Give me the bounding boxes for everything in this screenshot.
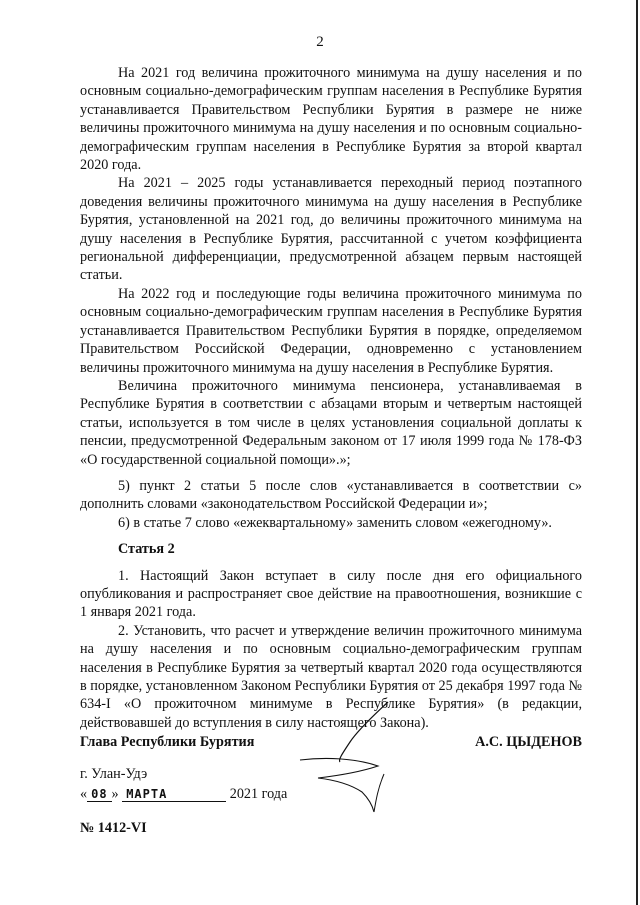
signing-date <box>80 786 287 803</box>
article-paragraph: 2. Установить, что расчет и утверждение величин прожиточного минимума на душу населения и по основным социально-демографическим группам населения в Республике Бурятия за четвертый квартал 2020 года осуществляются в порядке, установленном Законом Республики Бурятия от 25 декабря 1997 года № 634-I «О прожиточном минимуме в Республике Бурятия» (в редакции, действовавшей до вступления в силу настоящего Закона). <box>80 622 582 731</box>
handwritten-signature <box>280 700 390 815</box>
registration-number: № 1412-VI <box>80 820 147 836</box>
amendment-item: 6) в статье 7 слово «ежеквартальному» заменить словом «ежегодному». <box>118 514 552 531</box>
city: г. Улан-Удэ <box>80 766 148 782</box>
amendment-item: 5) пункт 2 статьи 5 после слов «устанавливается в соответствии с» дополнить словами «законодательством Российской Федерации и»; <box>80 477 582 513</box>
signatory-name: А.С. ЦЫДЕНОВ <box>475 734 582 750</box>
paragraph: Величина прожиточного минимума пенсионера, устанавливаемая в Республике Бурятия в соответствии с абзацами вторым и четвертым настоящей статьи, используется в том числе в целях установления социальной доплаты к пенсии, предусмотренной Федеральным законом от 17 июля 1999 года № 178-ФЗ «О государственной социальной помощи».»; <box>80 377 582 468</box>
article-paragraph: 1. Настоящий Закон вступает в силу после дня его официального опубликования и распространяет свое действие на правоотношения, возникшие с 1 января 2021 года. <box>80 567 582 621</box>
page-number: 2 <box>316 34 324 50</box>
paragraph: На 2022 год и последующие годы величина прожиточного минимума по основным социально-демографическим группам населения в Республике Бурятия устанавливается Правительством Республики Бурятия в порядке, определяемом Правительством Российской Федерации, одновременно с установлением величины прожиточного минимума на душу населения в Республике Бурятия. <box>80 285 582 376</box>
document-body <box>80 64 582 732</box>
paragraph: На 2021 – 2025 годы устанавливается переходный период поэтапного доведения величины прожиточного минимума на душу населения в Республике Бурятия, установленной на 2021 год, до величины прожиточного минимума на душу населения в Республике Бурятия, рассчитанной с учетом коэффициента региональной дифференциации, предусмотренной абзацем первым настоящей статьи. <box>80 175 582 284</box>
date-open-quote: « <box>80 786 88 802</box>
paragraph: На 2021 год величина прожиточного минимума на душу населения и по основным социально-демографическим группам населения в Республике Бурятия устанавливается Правительством Республики Бурятия в размере не ниже величины прожиточного минимума на душу населения и по основным социально-демографическим группам населения в Республике Бурятия за второй квартал 2020 года. <box>80 65 582 174</box>
signatory-title: Глава Республики Бурятия <box>80 734 255 750</box>
date-day: 08 <box>87 787 111 802</box>
scan-edge <box>636 0 638 905</box>
date-year: 2021 года <box>229 786 288 802</box>
date-month: МАРТА <box>122 787 226 802</box>
article-heading: Статья 2 <box>118 541 175 558</box>
date-close-quote: » <box>111 786 119 802</box>
